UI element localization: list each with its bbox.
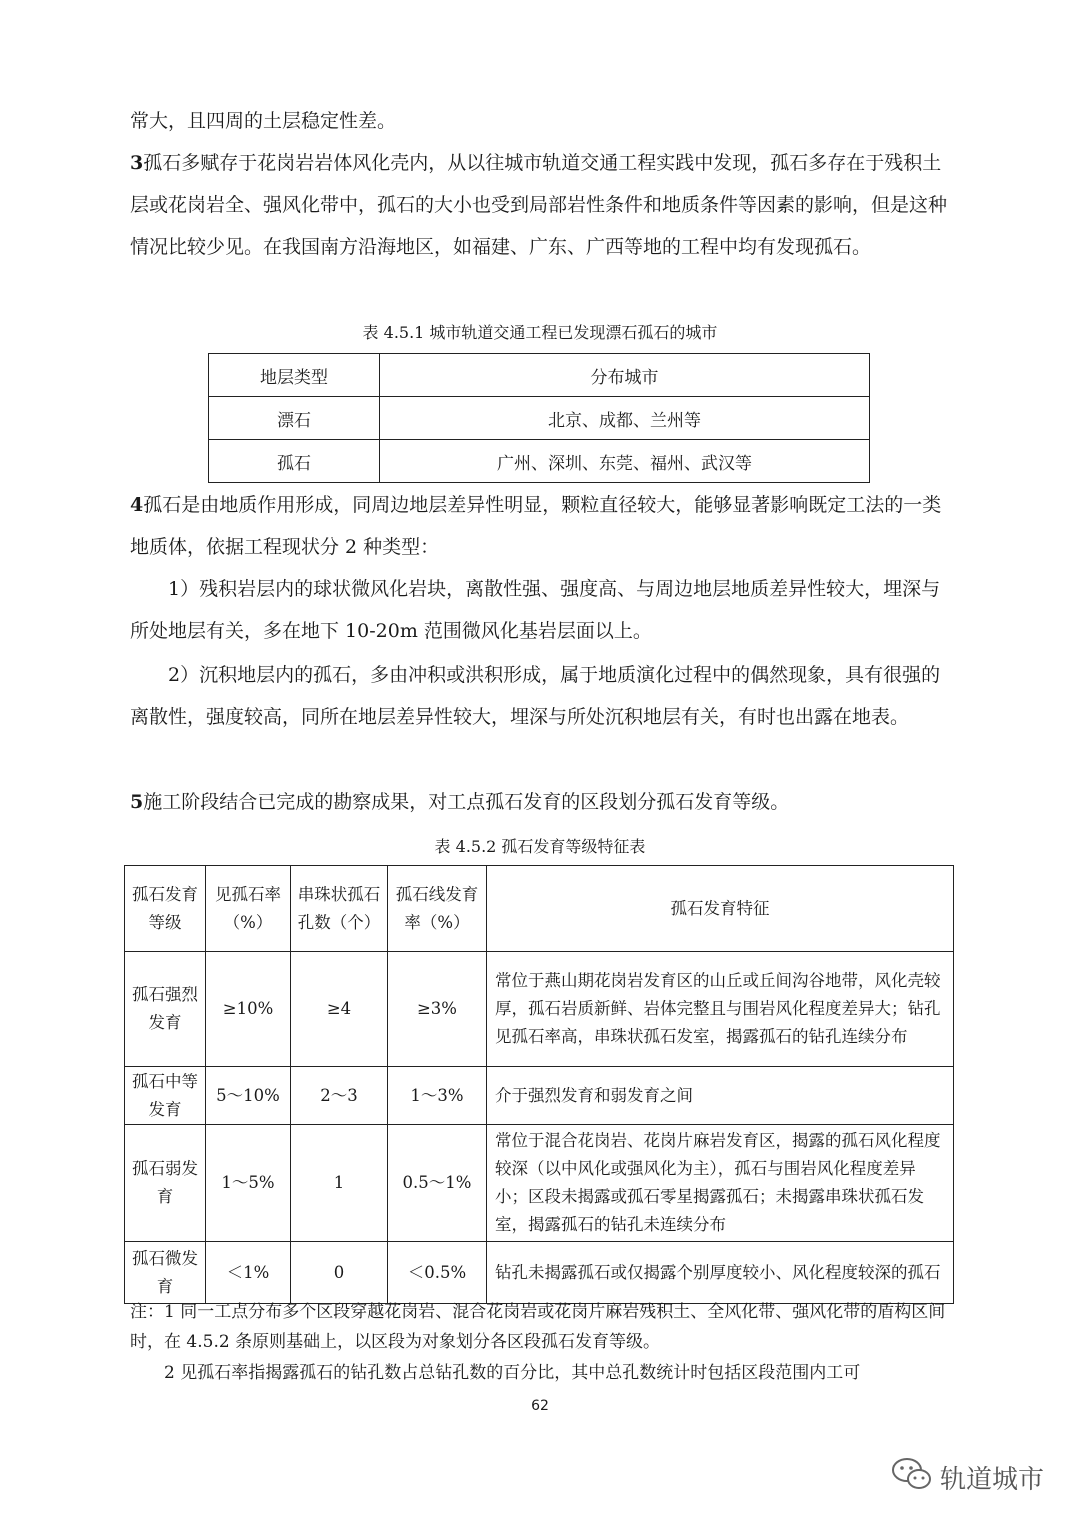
table-cell: 孤石弱发育 xyxy=(125,1125,206,1242)
table-cell: 2～3 xyxy=(291,1067,388,1125)
clause-number: 3 xyxy=(130,152,144,174)
table-note-1: 注：1 同一工点分布多个区段穿越花岗岩、混合花岗岩或花岗片麻岩残积土、全风化带、强风化带的盾构区间时，在 4.5.2 条原则基础上，以区段为对象划分各区段孤石发育等级。 xyxy=(130,1302,946,1352)
table-cell: 孤石中等发育 xyxy=(125,1067,206,1125)
table-cell: 常位于燕山期花岗岩发育区的山丘或丘间沟谷地带，风化壳较厚，孤石岩质新鲜、岩体完整且与围岩风化程度差异大；钻孔见孤石率高，串珠状孤石发室，揭露孤石的钻孔连续分布 xyxy=(487,952,954,1067)
header-cell: 见孤石率（%） xyxy=(206,866,291,952)
table-row xyxy=(125,952,954,1067)
table-cell: 北京、成都、兰州等 xyxy=(380,397,870,440)
table-row xyxy=(209,397,870,440)
paragraph-continuation: 常大，且四周的土层稳定性差。 xyxy=(130,110,397,132)
table-row xyxy=(209,440,870,483)
page-number: 62 xyxy=(531,1398,549,1414)
table-cell: 0 xyxy=(291,1242,388,1304)
clause-number: 4 xyxy=(130,494,144,516)
paragraph-text: 施工阶段结合已完成的勘察成果，对工点孤石发育的区段划分孤石发育等级。 xyxy=(143,791,790,813)
table-cell: 孤石 xyxy=(209,440,380,483)
table-cell: 1～3% xyxy=(388,1067,487,1125)
paragraph-4 xyxy=(130,484,950,568)
table-boulder-cities xyxy=(208,353,870,483)
paragraph-text: 孤石多赋存于花岗岩岩体风化壳内，从以往城市轨道交通工程实践中发现，孤石多存在于残积土层或花岗岩全、强风化带中，孤石的大小也受到局部岩性条件和地质条件等因素的影响，但是这种情况比较少见。在我国南方沿海地区，如福建、广东、广西等地的工程中均有发现孤石。 xyxy=(130,152,948,258)
header-cell: 孤石线发育率（%） xyxy=(388,866,487,952)
table-cell: 广州、深圳、东莞、福州、武汉等 xyxy=(380,440,870,483)
paragraph-4-item-2: 2）沉积地层内的孤石，多由冲积或洪积形成，属于地质演化过程中的偶然现象，具有很强的离散性，强度较高，同所在地层差异性较大，埋深与所处沉积地层有关，有时也出露在地表。 xyxy=(130,664,941,728)
header-cell: 地层类型 xyxy=(209,354,380,397)
table-cell: 介于强烈发育和弱发育之间 xyxy=(487,1067,954,1125)
table-cell: 1～5% xyxy=(206,1125,291,1242)
table-cell: 1 xyxy=(291,1125,388,1242)
table-caption: 表 4.5.2 孤石发育等级特征表 xyxy=(434,837,646,856)
table-row xyxy=(125,1067,954,1125)
table-cell: 漂石 xyxy=(209,397,380,440)
table-cell: 0.5～1% xyxy=(388,1125,487,1242)
table-cell: ≥10% xyxy=(206,952,291,1067)
table-row xyxy=(125,1125,954,1242)
header-cell: 孤石发育特征 xyxy=(487,866,954,952)
wechat-icon xyxy=(890,1456,934,1499)
table-caption: 表 4.5.1 城市轨道交通工程已发现漂石孤石的城市 xyxy=(362,323,718,342)
table-header-row xyxy=(125,866,954,952)
header-cell: 串珠状孤石孔数（个） xyxy=(291,866,388,952)
table-row xyxy=(125,1242,954,1304)
paragraph-4-item-1: 1）残积岩层内的球状微风化岩块，离散性强、强度高、与周边地层地质差异性较大，埋深与所处地层有关，多在地下 10-20m 范围微风化基岩层面以上。 xyxy=(130,578,941,642)
table-cell: ＜0.5% xyxy=(388,1242,487,1304)
table-cell: ≥4 xyxy=(291,952,388,1067)
paragraph-5 xyxy=(130,781,950,823)
paragraph-text: 孤石是由地质作用形成，同周边地层差异性明显，颗粒直径较大，能够显著影响既定工法的一类地质体，依据工程现状分 2 种类型： xyxy=(130,494,942,558)
table-boulder-grades xyxy=(124,865,954,1304)
table-cell: ＜1% xyxy=(206,1242,291,1304)
table-cell: 常位于混合花岗岩、花岗片麻岩发育区，揭露的孤石风化程度较深（以中风化或强风化为主），孤石与围岩风化程度差异小；区段未揭露或孤石零星揭露孤石；未揭露串珠状孤石发室，揭露孤石的钻孔未连续分布 xyxy=(487,1125,954,1242)
header-cell: 分布城市 xyxy=(380,354,870,397)
table-note-2: 2 见孤石率指揭露孤石的钻孔数占总钻孔数的百分比，其中总孔数统计时包括区段范围内工可 xyxy=(164,1363,861,1383)
table-header-row xyxy=(209,354,870,397)
table-cell: 钻孔未揭露孤石或仅揭露个别厚度较小、风化程度较深的孤石 xyxy=(487,1242,954,1304)
table-cell: ≥3% xyxy=(388,952,487,1067)
watermark xyxy=(890,1456,1044,1499)
table-cell: 孤石微发育 xyxy=(125,1242,206,1304)
watermark-text: 轨道城市 xyxy=(940,1465,1045,1495)
table-cell: 5～10% xyxy=(206,1067,291,1125)
clause-number: 5 xyxy=(130,791,144,813)
header-cell: 孤石发育等级 xyxy=(125,866,206,952)
paragraph-3 xyxy=(130,142,950,268)
table-cell: 孤石强烈发育 xyxy=(125,952,206,1067)
